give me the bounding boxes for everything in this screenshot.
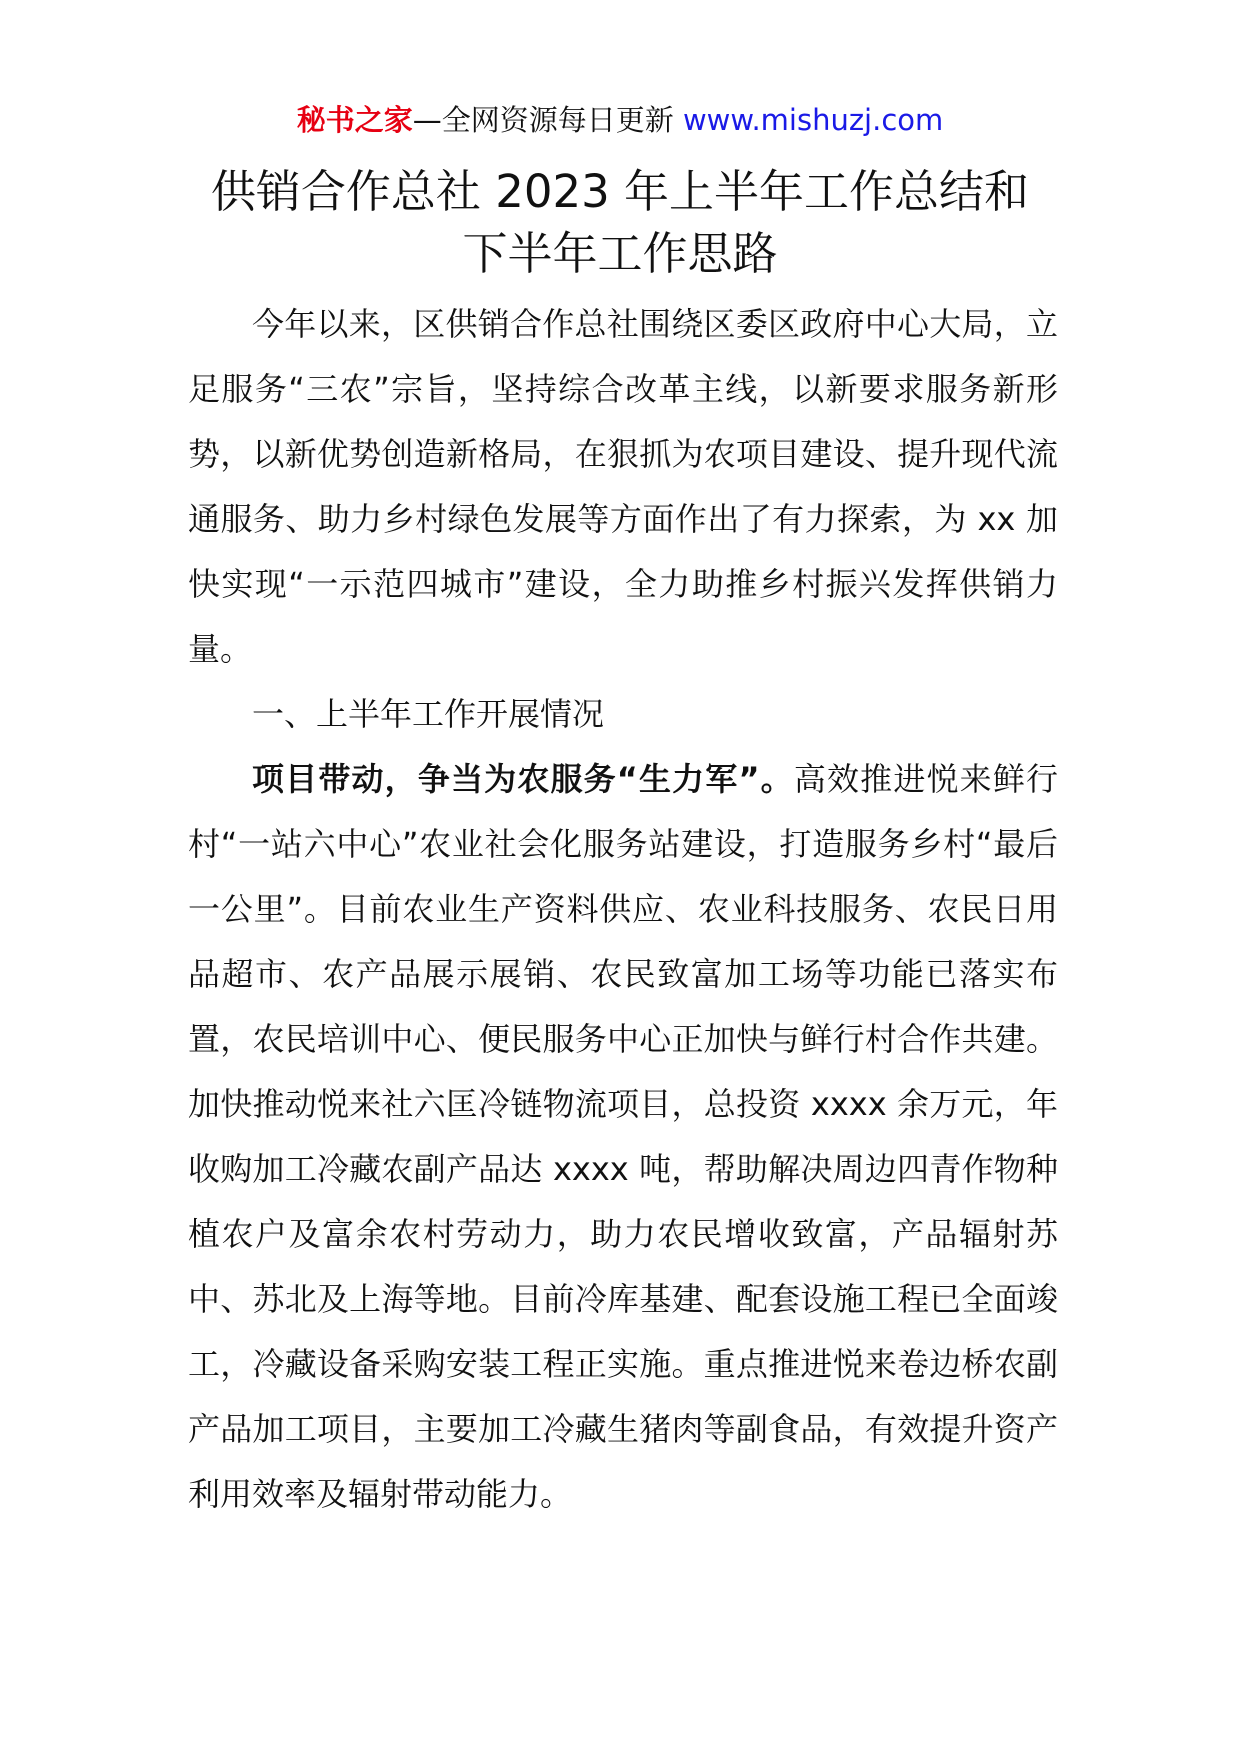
section-paragraph [188,747,1058,1527]
document-title-line-1: 供销合作总社 2023 年上半年工作总结和 [210,165,1030,218]
banner-tagline: —全网资源每日更新 [412,103,683,137]
site-banner [0,100,1240,140]
paragraph-lead-bold: 项目带动，争当为农服务“生力军”。 [252,760,794,798]
document-title-line-2: 下半年工作思路 [462,227,778,280]
section-heading: 一、上半年工作开展情况 [252,695,605,733]
brand-name: 秘书之家 [296,103,413,137]
intro-paragraph: 今年以来，区供销合作总社围绕区委区政府中心大局，立足服务“三农”宗旨，坚持综合改革主线，以新要求服务新形势，以新优势创造新格局，在狠抓为农项目建设、提升现代流通服务、助力乡村绿色发展等方面作出了有力探索，为 xx 加快实现“一示范四城市”建设，全力助推乡村振兴发挥供销力量。 [188,305,1058,668]
site-url-link[interactable]: www.mishuzj.com [682,103,944,137]
paragraph-body-text: 高效推进悦来鲜行村“一站六中心”农业社会化服务站建设，打造服务乡村“最后一公里”。目前农业生产资料供应、农业科技服务、农民日用品超市、农产品展示展销、农民致富加工场等功能已落实布置，农民培训中心、便民服务中心正加快与鲜行村合作共建。加快推动悦来社六匡冷链物流项目，总投资 xxxx 余万元，年收购加工冷藏农副产品达 xxxx 吨，帮助解决周边四青作物种植农户及富余农村劳动力，助力农民增收致富，产品辐射苏中、苏北及上海等地。目前冷库基建、配套设施工程已全面竣工，冷藏设备采购安装工程正实施。重点推进悦来卷边桥农副产品加工项目，主要加工冷藏生猪肉等副食品，有效提升资产利用效率及辐射带动能力。 [188,760,1058,1513]
document-body [188,292,1058,1527]
